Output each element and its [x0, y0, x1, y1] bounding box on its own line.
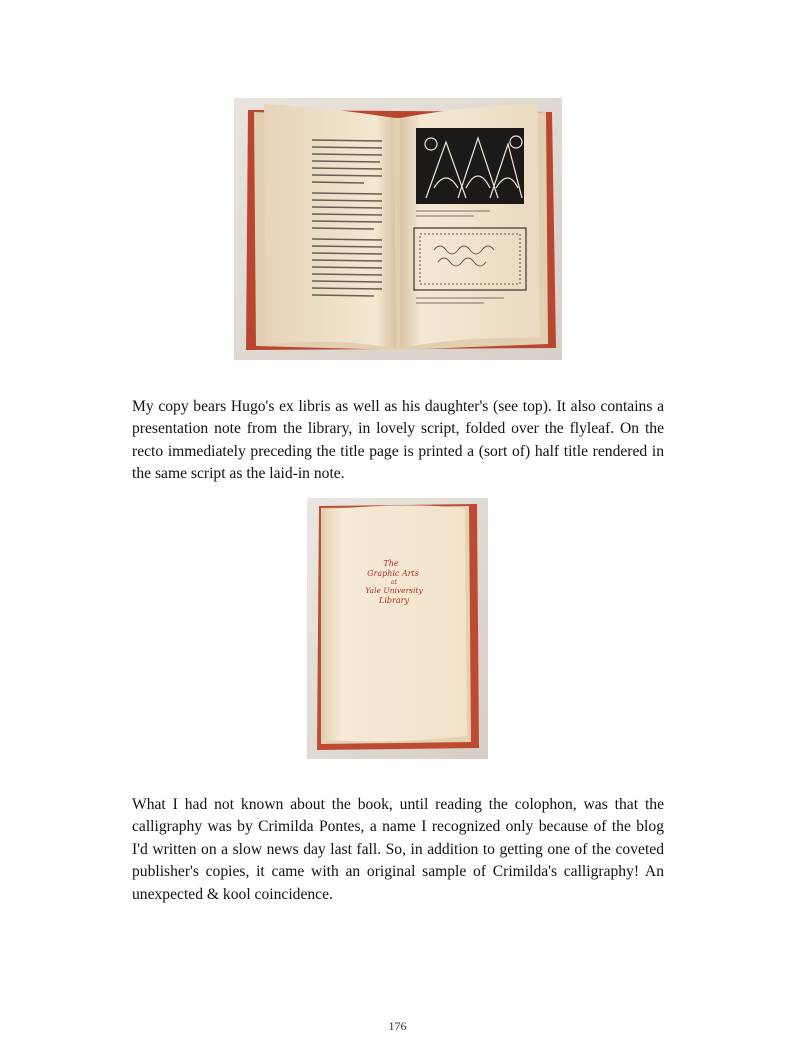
script-line-1: The: [383, 559, 399, 568]
paragraph-colophon: What I had not known about the book, until reading the colophon, was that the calligraphy was by Crimilda Pontes, a name I recognized only because of the blog I'd written on a slow news day last fall. So, in addition to getting one of the coveted publisher's copies, it came with an original sample of Crimilda's calligraphy! An unexpected & kool coincidence.: [132, 796, 664, 903]
script-line-2: Graphic Arts: [367, 569, 419, 578]
script-line-3: at: [391, 579, 397, 586]
page-number: 176: [388, 1019, 407, 1033]
book-spread-photo: [234, 98, 562, 360]
script-line-5: Library: [379, 596, 409, 605]
paragraph-ex-libris: My copy bears Hugo's ex libris as well as his daughter's (see top). It also contains a presentation note from the library, in lovely script, folded over the flyleaf. On the recto immediately preceding the title page is printed a (sort of) half title rendered in the same script as the laid-in note.: [132, 398, 664, 483]
script-line-4: Yale University: [365, 586, 423, 595]
half-title-photo: [307, 498, 488, 759]
